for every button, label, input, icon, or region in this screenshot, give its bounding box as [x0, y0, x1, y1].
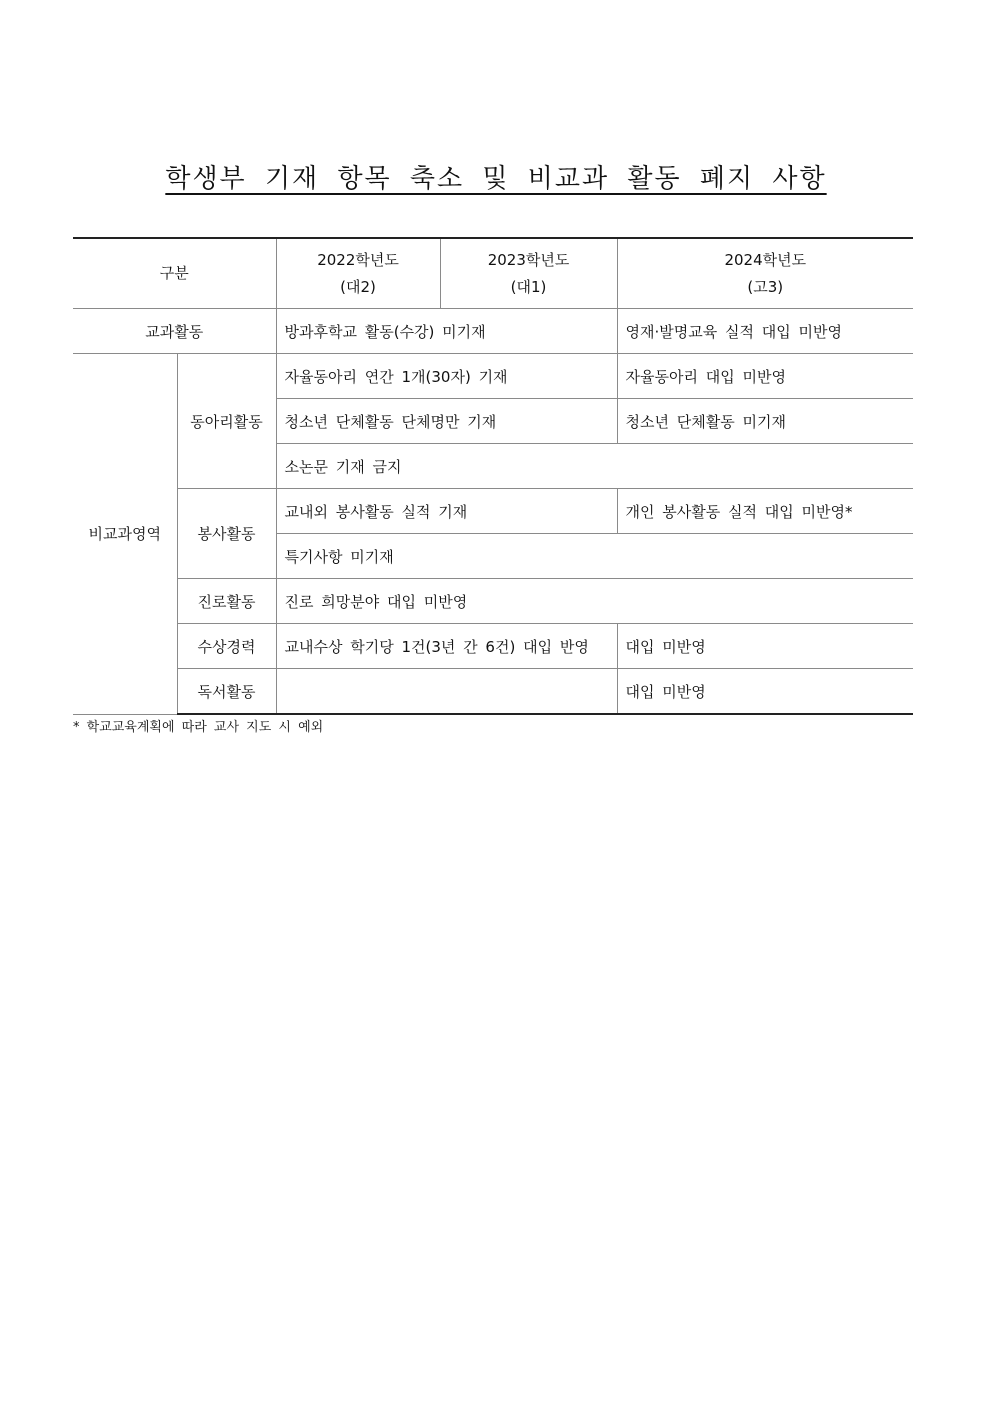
- policy-table: [73, 237, 913, 715]
- table-row-curricular: [73, 309, 913, 354]
- club-r2-2024: 청소년 단체활동 미기재: [617, 399, 913, 444]
- footnote: * 학교교육계획에 따라 교사 지도 시 예외: [73, 720, 324, 735]
- career-all: 진로 희망분야 대입 미반영: [276, 579, 913, 624]
- header-2024: [617, 238, 913, 309]
- reading-label: 독서활동: [177, 669, 276, 715]
- volunteer-label: 봉사활동: [177, 489, 276, 579]
- document-title: [0, 158, 992, 195]
- club-r3-all: 소논문 기재 금지: [276, 444, 913, 489]
- table-header-row: [73, 238, 913, 309]
- header-2023-grade: (대1): [510, 277, 547, 296]
- curricular-label: 교과활동: [73, 309, 276, 354]
- header-2023-year: 2023학년도: [487, 250, 570, 269]
- header-2022-grade: (대2): [340, 277, 376, 296]
- header-category-label: 구분: [159, 264, 189, 282]
- volunteer-r2-all: 특기사항 미기재: [276, 534, 913, 579]
- table-row-club-1: [73, 354, 913, 399]
- curricular-2024: 영재·발명교육 실적 대입 미반영: [617, 309, 913, 354]
- header-2024-year: 2024학년도: [724, 250, 807, 269]
- header-2024-grade: (고3): [747, 277, 784, 296]
- document-title-text: 학생부 기재 항목 축소 및 비교과 활동 폐지 사항: [165, 164, 827, 194]
- volunteer-r1-2022-2023: 교내외 봉사활동 실적 기재: [276, 489, 617, 534]
- volunteer-r1-2024: 개인 봉사활동 실적 대입 미반영*: [617, 489, 913, 534]
- club-r2-2022-2023: 청소년 단체활동 단체명만 기재: [276, 399, 617, 444]
- club-r1-2024: 자율동아리 대입 미반영: [617, 354, 913, 399]
- table-row-career: [73, 579, 913, 624]
- header-2022-year: 2022학년도: [317, 250, 399, 269]
- club-label: 동아리활동: [177, 354, 276, 489]
- table-row-volunteer-1: [73, 489, 913, 534]
- header-category: [73, 238, 276, 309]
- awards-label: 수상경력: [177, 624, 276, 669]
- club-r1-2022-2023: 자율동아리 연간 1개(30자) 기재: [276, 354, 617, 399]
- curricular-2022-2023: 방과후학교 활동(수강) 미기재: [276, 309, 617, 354]
- extracurricular-label: 비교과영역: [73, 354, 177, 715]
- reading-2024: 대입 미반영: [617, 669, 913, 715]
- awards-2024: 대입 미반영: [617, 624, 913, 669]
- awards-2022-2023: 교내수상 학기당 1건(3년 간 6건) 대입 반영: [276, 624, 617, 669]
- header-2023: [440, 238, 617, 309]
- reading-2022-2023: [276, 669, 617, 715]
- table-row-reading: [73, 669, 913, 715]
- header-2022: [276, 238, 440, 309]
- table-row-awards: [73, 624, 913, 669]
- career-label: 진로활동: [177, 579, 276, 624]
